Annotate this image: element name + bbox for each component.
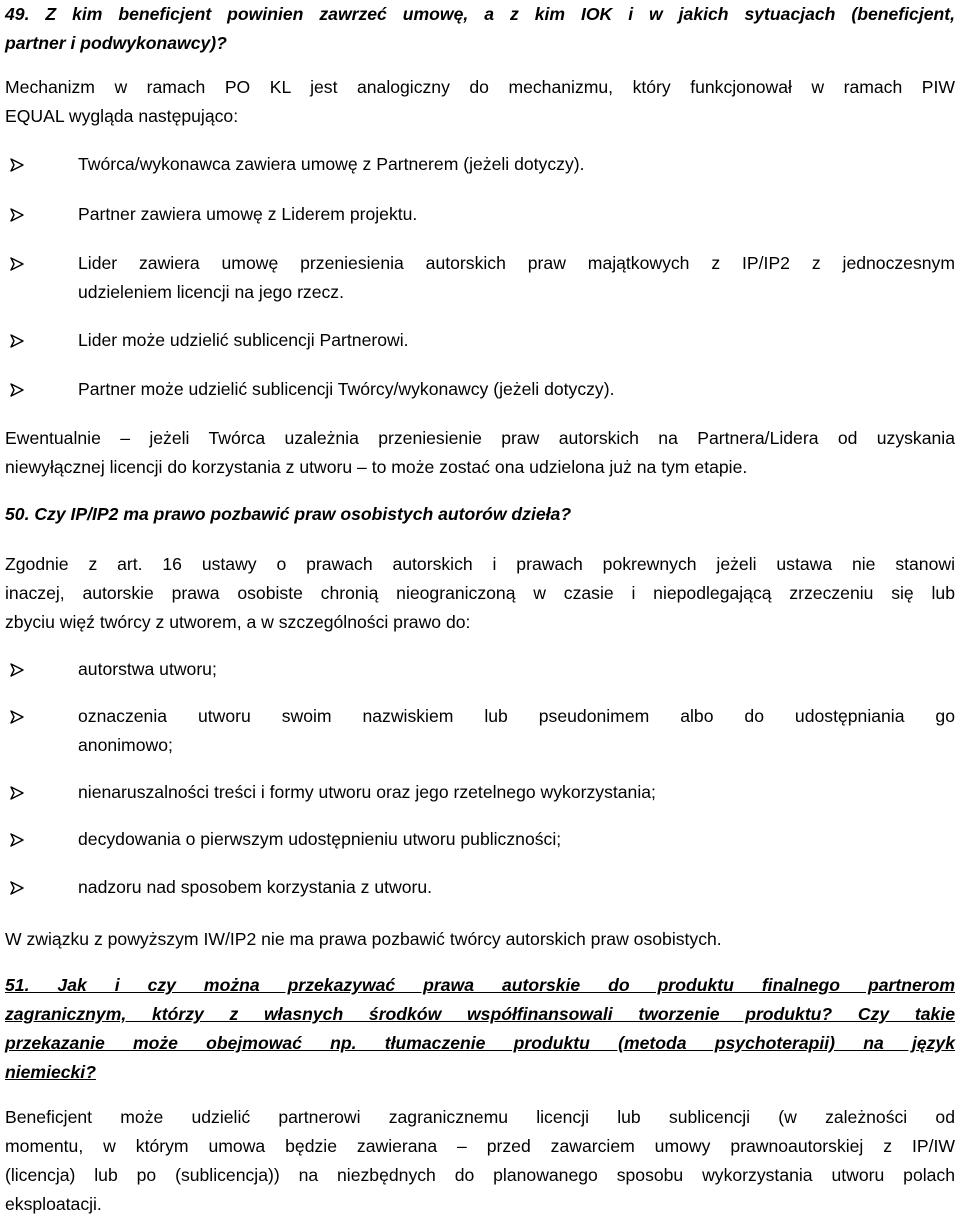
arrowhead-bullet-icon bbox=[10, 778, 32, 807]
list-item bbox=[10, 873, 432, 902]
list-item-text: decydowania o pierwszym udostępnieniu utworu publiczności; bbox=[78, 829, 562, 849]
question-50-body bbox=[5, 550, 955, 637]
arrowhead-bullet-icon bbox=[10, 249, 32, 278]
arrowhead-bullet-icon bbox=[10, 326, 32, 355]
arrowhead-bullet-icon bbox=[10, 375, 32, 404]
arrowhead-bullet-icon bbox=[10, 655, 32, 684]
list-item bbox=[10, 375, 614, 404]
list-item bbox=[10, 326, 409, 355]
paragraph-line: W związku z powyższym IW/IP2 nie ma prawa pozbawić twórcy autorskich praw osobistych. bbox=[5, 929, 722, 949]
question-50-conclusion bbox=[5, 925, 955, 954]
list-item-text: autorstwa utworu; bbox=[78, 659, 217, 679]
list-item bbox=[10, 249, 955, 307]
list-item-text: nienaruszalności treści i formy utworu oraz jego rzetelnego wykorzystania; bbox=[78, 782, 656, 802]
list-item-text: oznaczenia utworu swoim nazwiskiem lub pseudonimem albo do udostępniania go bbox=[78, 706, 955, 726]
paragraph-line: Beneficjent może udzielić partnerowi zagranicznemu licencji lub sublicencji (w zależności od bbox=[5, 1107, 955, 1127]
list-item-text: Twórca/wykonawca zawiera umowę z Partnerem (jeżeli dotyczy). bbox=[78, 154, 585, 174]
paragraph-line: eksploatacji. bbox=[5, 1194, 102, 1214]
list-item-text: udzieleniem licencji na jego rzecz. bbox=[78, 282, 344, 302]
paragraph-line: Zgodnie z art. 16 ustawy o prawach autorskich i prawach pokrewnych jeżeli ustawa nie stanowi bbox=[5, 554, 955, 574]
paragraph-line: Ewentualnie – jeżeli Twórca uzależnia przeniesienie praw autorskich na Partnera/Lidera od uzyskania bbox=[5, 428, 955, 448]
paragraph-line: momentu, w którym umowa będzie zawierana – przed zawarciem umowy prawnoautorskiej z IP/IW bbox=[5, 1136, 955, 1156]
heading-line: 50. Czy IP/IP2 ma prawo pozbawić praw osobistych autorów dzieła? bbox=[5, 504, 572, 524]
list-item-text: Lider zawiera umowę przeniesienia autorskich praw majątkowych z IP/IP2 z jednoczesnym bbox=[78, 253, 955, 273]
paragraph-line: zbyciu więź twórcy z utworem, a w szczególności prawo do: bbox=[5, 612, 471, 632]
list-item-text: Partner może udzielić sublicencji Twórcy/wykonawcy (jeżeli dotyczy). bbox=[78, 379, 615, 399]
list-item bbox=[10, 825, 561, 854]
heading-line: partner i podwykonawcy)? bbox=[5, 33, 227, 53]
question-49-intro bbox=[5, 73, 955, 131]
list-item bbox=[10, 778, 656, 807]
paragraph-line: Mechanizm w ramach PO KL jest analogiczny do mechanizmu, który funkcjonował w ramach PIW bbox=[5, 77, 955, 97]
heading-line: 49. Z kim beneficjent powinien zawrzeć umowę, a z kim IOK i w jakich sytuacjach (beneficjent, bbox=[5, 4, 955, 24]
list-item-text: anonimowo; bbox=[78, 735, 173, 755]
list-item-text: Partner zawiera umowę z Liderem projektu. bbox=[78, 204, 418, 224]
question-51-body bbox=[5, 1103, 955, 1219]
heading-line: 51. Jak i czy można przekazywać prawa autorskie do produktu finalnego partnerom bbox=[5, 975, 955, 995]
arrowhead-bullet-icon bbox=[10, 200, 32, 229]
list-item bbox=[10, 655, 217, 684]
arrowhead-bullet-icon bbox=[10, 702, 32, 731]
paragraph-line: inaczej, autorskie prawa osobiste chronią nieograniczoną w czasie i niepodlegającą zrzeczeniu się lub bbox=[5, 583, 955, 603]
question-49-note bbox=[5, 424, 955, 482]
arrowhead-bullet-icon bbox=[10, 825, 32, 854]
arrowhead-bullet-icon bbox=[10, 873, 32, 902]
list-item-text: nadzoru nad sposobem korzystania z utworu. bbox=[78, 877, 433, 897]
heading-line: zagranicznym, którzy z własnych środków współfinansowali tworzenie produktu? Czy takie bbox=[5, 1004, 955, 1024]
list-item-text: Lider może udzielić sublicencji Partnerowi. bbox=[78, 330, 409, 350]
list-item bbox=[10, 200, 417, 229]
list-item bbox=[10, 150, 584, 179]
question-49-heading bbox=[5, 0, 955, 58]
paragraph-line: EQUAL wygląda następująco: bbox=[5, 106, 239, 126]
question-50-heading bbox=[5, 500, 955, 529]
arrowhead-bullet-icon bbox=[10, 150, 32, 179]
paragraph-line: niewyłącznej licencji do korzystania z utworu – to może zostać ona udzielona już na tym etapie. bbox=[5, 457, 748, 477]
heading-line: przekazanie może obejmować np. tłumaczenie produktu (metoda psychoterapii) na język bbox=[5, 1033, 955, 1053]
paragraph-line: (licencja) lub po (sublicencja)) na niezbędnych do planowanego sposobu wykorzystania utworu polach bbox=[5, 1165, 955, 1185]
heading-line: niemiecki? bbox=[5, 1062, 96, 1082]
list-item bbox=[10, 702, 955, 760]
question-51-heading bbox=[5, 971, 955, 1087]
